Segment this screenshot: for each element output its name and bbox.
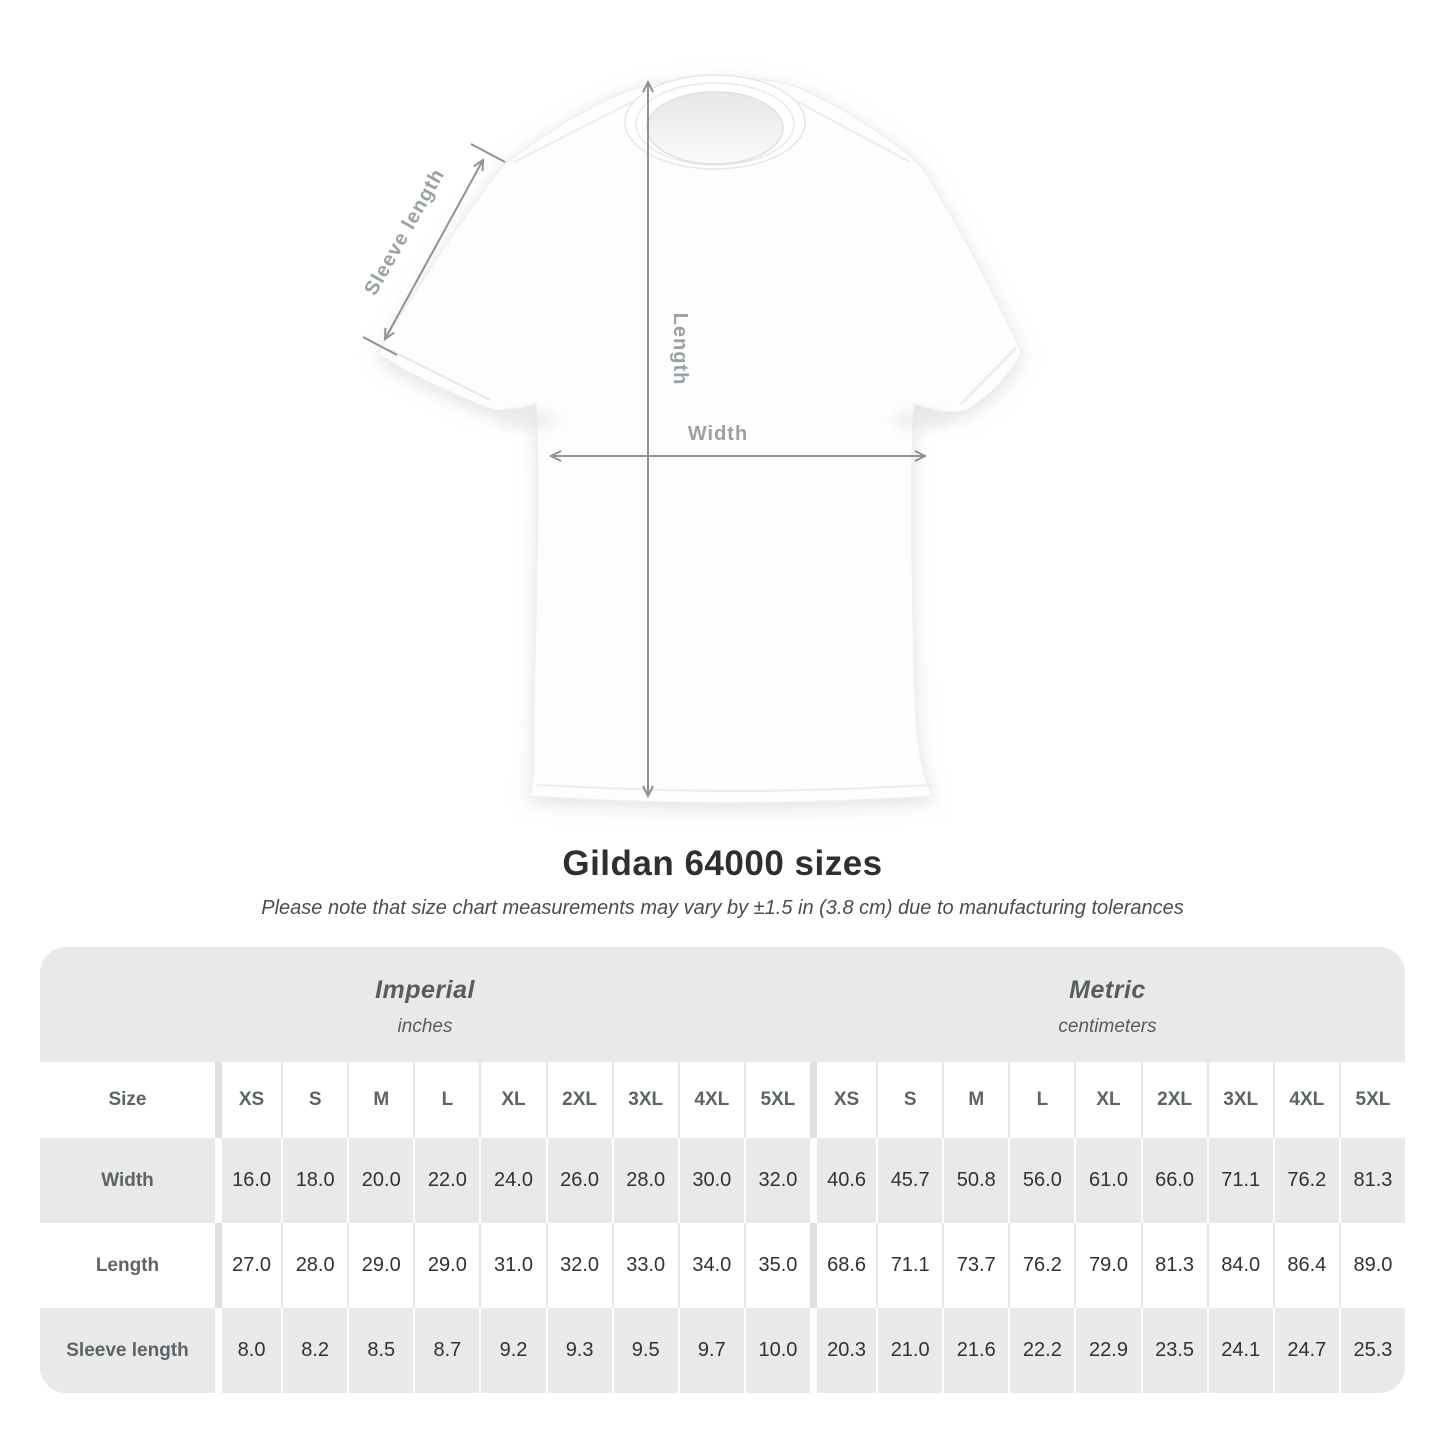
value-cell: 71.1: [1207, 1138, 1273, 1223]
metric-unit: centimeters: [1058, 1015, 1157, 1037]
value-cell: 50.8: [942, 1138, 1008, 1223]
value-cell: 40.6: [810, 1138, 876, 1223]
value-cell: 25.3: [1339, 1308, 1405, 1393]
value-cell: 76.2: [1273, 1138, 1339, 1223]
value-cell: 9.7: [678, 1308, 744, 1393]
value-cell: 45.7: [876, 1138, 942, 1223]
size-col-header: 4XL: [678, 1062, 744, 1138]
value-cell: 26.0: [546, 1138, 612, 1223]
value-cell: 33.0: [612, 1223, 678, 1308]
imperial-header: [40, 947, 810, 1062]
table-row-length: [40, 1223, 1405, 1308]
value-cell: 9.2: [479, 1308, 545, 1393]
size-table: [40, 947, 1405, 1393]
metric-header: [810, 947, 1405, 1062]
size-col-header: 4XL: [1273, 1062, 1339, 1138]
tolerance-note: Please note that size chart measurements may vary by ±1.5 in (3.8 cm) due to manufacturing tolerances: [261, 897, 1184, 919]
imperial-unit: inches: [397, 1015, 453, 1037]
value-cell: 32.0: [546, 1223, 612, 1308]
sleeve-length-label: Sleeve length: [360, 164, 450, 300]
size-col-header: XS: [215, 1062, 281, 1138]
size-col-header: S: [281, 1062, 347, 1138]
size-row-label: Size: [108, 1089, 147, 1110]
value-cell: 9.5: [612, 1308, 678, 1393]
value-cell: 24.1: [1207, 1308, 1273, 1393]
value-cell: 28.0: [281, 1223, 347, 1308]
size-col-header: XL: [1074, 1062, 1140, 1138]
size-col-header: L: [413, 1062, 479, 1138]
size-col-header: XL: [479, 1062, 545, 1138]
value-cell: 76.2: [1008, 1223, 1074, 1308]
size-col-header: 3XL: [612, 1062, 678, 1138]
value-cell: 22.0: [413, 1138, 479, 1223]
value-cell: 8.7: [413, 1308, 479, 1393]
value-cell: 21.0: [876, 1308, 942, 1393]
row-label: Sleeve length: [66, 1339, 189, 1361]
size-col-header: 5XL: [1339, 1062, 1405, 1138]
value-cell: 18.0: [281, 1138, 347, 1223]
row-label: Width: [101, 1169, 154, 1191]
value-cell: 35.0: [744, 1223, 810, 1308]
value-cell: 79.0: [1074, 1223, 1140, 1308]
value-cell: 68.6: [810, 1223, 876, 1308]
value-cell: 22.9: [1074, 1308, 1140, 1393]
value-cell: 20.3: [810, 1308, 876, 1393]
value-cell: 71.1: [876, 1223, 942, 1308]
value-cell: 86.4: [1273, 1223, 1339, 1308]
unit-header-row: [40, 947, 1405, 1062]
value-cell: 89.0: [1339, 1223, 1405, 1308]
size-col-header: M: [942, 1062, 1008, 1138]
value-cell: 10.0: [744, 1308, 810, 1393]
value-cell: 27.0: [215, 1223, 281, 1308]
value-cell: 56.0: [1008, 1138, 1074, 1223]
size-col-header: 3XL: [1207, 1062, 1273, 1138]
value-cell: 9.3: [546, 1308, 612, 1393]
size-col-header: 5XL: [744, 1062, 810, 1138]
value-cell: 22.2: [1008, 1308, 1074, 1393]
tshirt-measurement-diagram: [300, 48, 1100, 830]
imperial-label: Imperial: [375, 975, 475, 1004]
value-cell: 8.5: [347, 1308, 413, 1393]
value-cell: 21.6: [942, 1308, 1008, 1393]
value-cell: 23.5: [1141, 1308, 1207, 1393]
size-col-header: XS: [810, 1062, 876, 1138]
size-col-header: S: [876, 1062, 942, 1138]
table-row-sleeve-length: [40, 1308, 1405, 1393]
value-cell: 24.0: [479, 1138, 545, 1223]
size-col-header: 2XL: [1141, 1062, 1207, 1138]
page-title: Gildan 64000 sizes: [562, 844, 883, 883]
value-cell: 61.0: [1074, 1138, 1140, 1223]
value-cell: 32.0: [744, 1138, 810, 1223]
value-cell: 73.7: [942, 1223, 1008, 1308]
table-row-width: [40, 1138, 1405, 1223]
metric-label: Metric: [1069, 975, 1146, 1004]
size-header-row: [40, 1062, 1405, 1138]
length-label: Length: [669, 312, 691, 386]
value-cell: 81.3: [1141, 1223, 1207, 1308]
value-cell: 20.0: [347, 1138, 413, 1223]
value-cell: 8.0: [215, 1308, 281, 1393]
row-label: Length: [95, 1254, 160, 1276]
value-cell: 30.0: [678, 1138, 744, 1223]
size-col-header: 2XL: [546, 1062, 612, 1138]
value-cell: 29.0: [347, 1223, 413, 1308]
width-label: Width: [687, 423, 749, 445]
value-cell: 34.0: [678, 1223, 744, 1308]
value-cell: 24.7: [1273, 1308, 1339, 1393]
value-cell: 28.0: [612, 1138, 678, 1223]
value-cell: 81.3: [1339, 1138, 1405, 1223]
size-col-header: L: [1008, 1062, 1074, 1138]
value-cell: 16.0: [215, 1138, 281, 1223]
value-cell: 84.0: [1207, 1223, 1273, 1308]
size-col-header: M: [347, 1062, 413, 1138]
value-cell: 31.0: [479, 1223, 545, 1308]
value-cell: 29.0: [413, 1223, 479, 1308]
value-cell: 8.2: [281, 1308, 347, 1393]
value-cell: 66.0: [1141, 1138, 1207, 1223]
